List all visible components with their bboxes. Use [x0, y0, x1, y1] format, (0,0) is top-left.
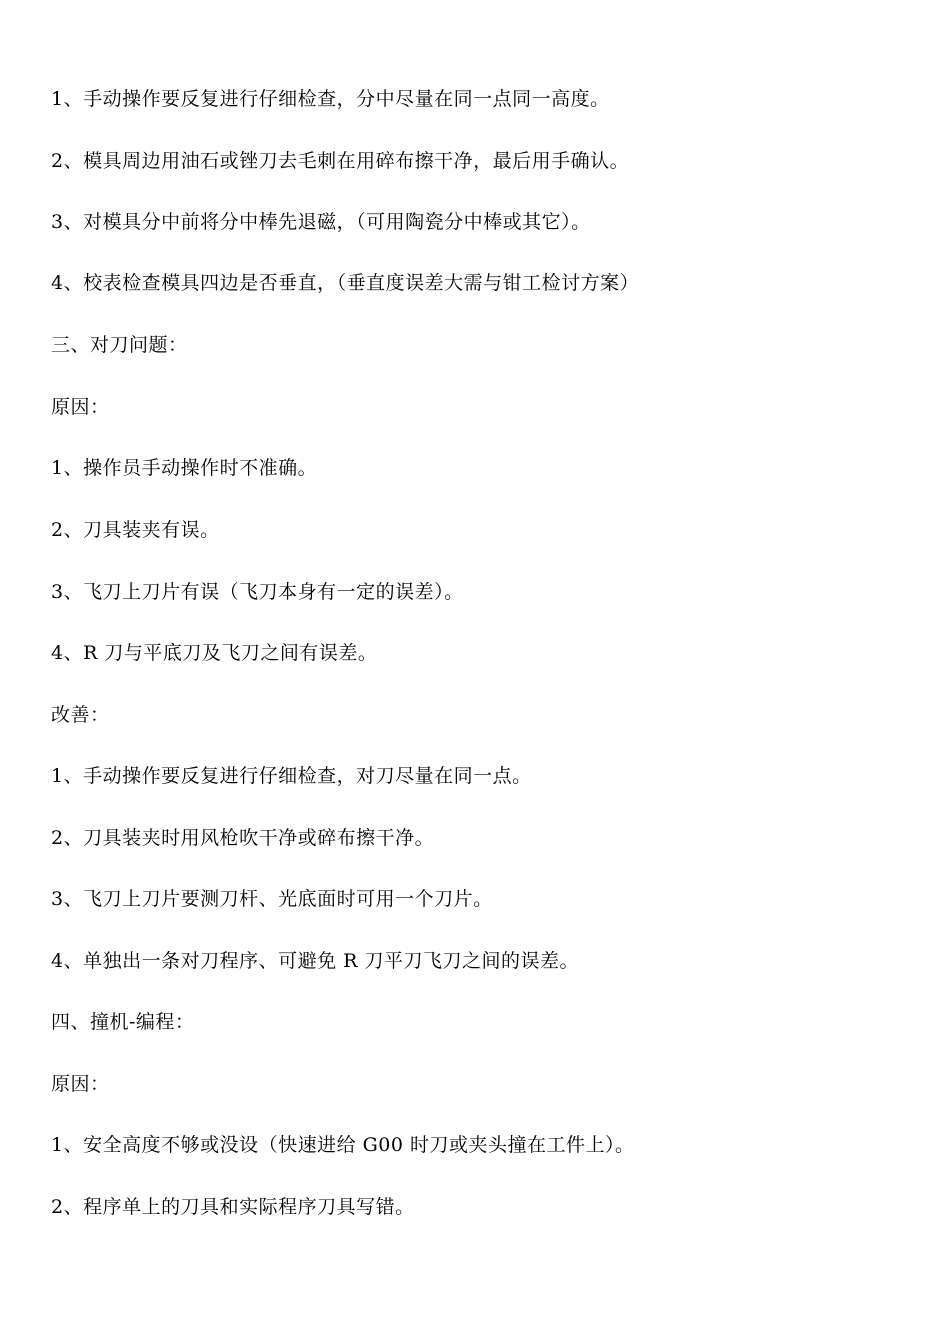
subheading: 原因： — [51, 396, 110, 418]
text-line: 2、程序单上的刀具和实际程序刀具写错。 — [51, 1196, 415, 1218]
text-line: 1、手动操作要反复进行仔细检查，对刀尽量在同一点。 — [51, 765, 532, 787]
subheading: 原因： — [51, 1073, 110, 1095]
text-line: 2、模具周边用油石或锉刀去毛刺在用碎布擦干净，最后用手确认。 — [51, 150, 630, 172]
text-line: 3、飞刀上刀片有误（飞刀本身有一定的误差）。 — [51, 581, 464, 603]
text-line: 3、对模具分中前将分中棒先退磁，（可用陶瓷分中棒或其它）。 — [51, 211, 591, 233]
text-line: 1、手动操作要反复进行仔细检查，分中尽量在同一点同一高度。 — [51, 88, 610, 110]
text-line: 4、校表检查模具四边是否垂直，（垂直度误差大需与钳工检讨方案） — [51, 272, 640, 294]
text-line: 4、单独出一条对刀程序、可避免 R 刀平刀飞刀之间的误差。 — [51, 950, 579, 972]
text-line: 1、安全高度不够或没设（快速进给 G00 时刀或夹头撞在工件上）。 — [51, 1134, 635, 1156]
section-heading: 三、对刀问题： — [51, 334, 188, 356]
section-heading: 四、撞机-编程： — [51, 1011, 195, 1033]
text-line: 1、操作员手动操作时不准确。 — [51, 457, 318, 479]
text-line: 2、刀具装夹有误。 — [51, 519, 220, 541]
text-line: 3、飞刀上刀片要测刀杆、光底面时可用一个刀片。 — [51, 888, 493, 910]
text-line: 4、R 刀与平底刀及飞刀之间有误差。 — [51, 642, 378, 664]
text-line: 2、刀具装夹时用风枪吹干净或碎布擦干净。 — [51, 827, 435, 849]
subheading: 改善： — [51, 704, 110, 726]
